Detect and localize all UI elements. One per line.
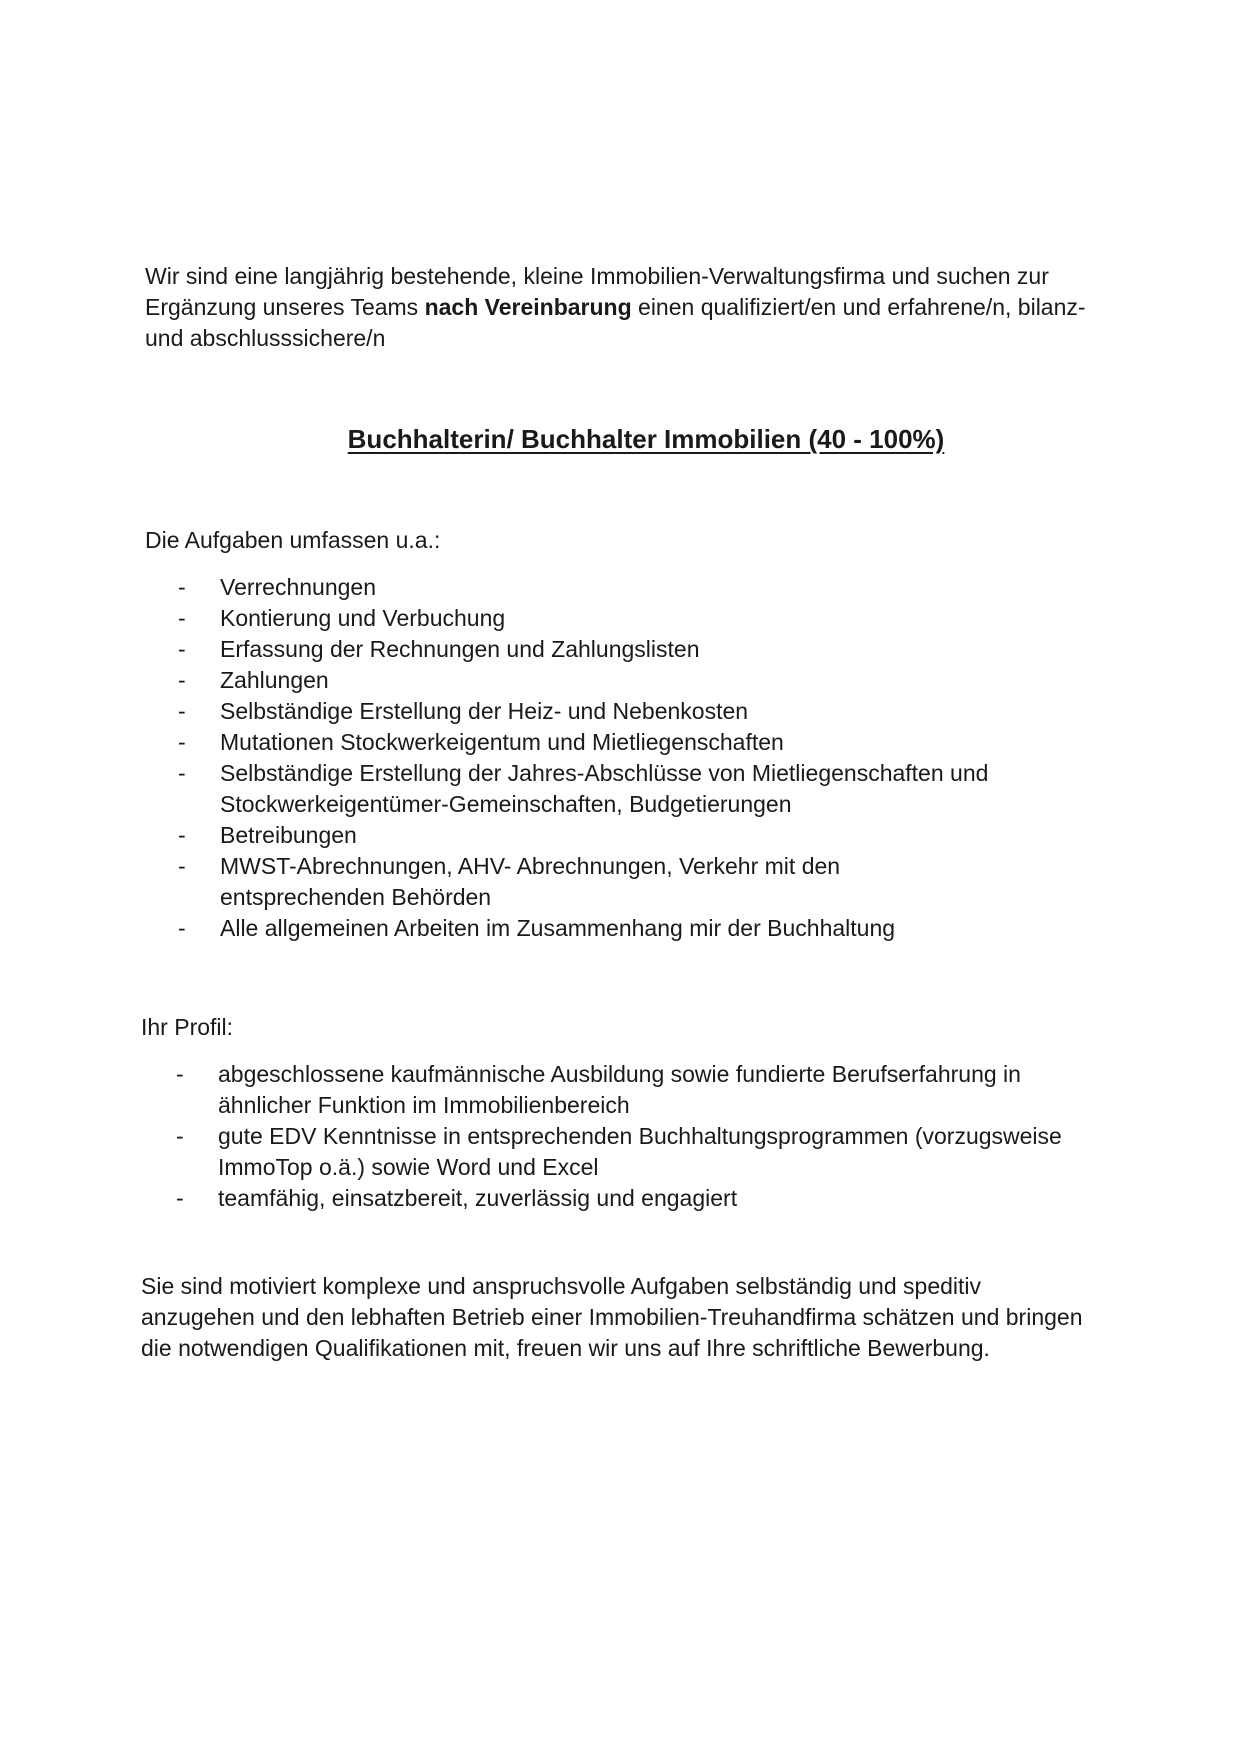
dash-bullet: - bbox=[178, 605, 186, 631]
dash-bullet: - bbox=[178, 853, 186, 879]
list-item bbox=[178, 634, 1083, 665]
dash-bullet: - bbox=[178, 574, 186, 600]
list-item bbox=[178, 696, 1083, 727]
list-item-text: Kontierung und Verbuchung bbox=[220, 605, 506, 631]
list-item-text: Betreibungen bbox=[220, 822, 357, 848]
list-item-text: Mutationen Stockwerkeigentum und Mietliegenschaften bbox=[220, 729, 784, 755]
tasks-list bbox=[178, 572, 1083, 944]
profile-list bbox=[176, 1059, 1086, 1214]
list-item-text: teamfähig, einsatzbereit, zuverlässig und engagiert bbox=[218, 1185, 738, 1211]
tasks-label: Die Aufgaben umfassen u.a.: bbox=[145, 527, 441, 553]
list-item bbox=[178, 603, 1083, 634]
list-item bbox=[178, 727, 1083, 758]
list-item-text: MWST-Abrechnungen, AHV- Abrechnungen, Verkehr mit den entsprechenden Behörden bbox=[220, 853, 841, 910]
dash-bullet: - bbox=[178, 760, 186, 786]
list-item bbox=[176, 1121, 1086, 1183]
list-item bbox=[178, 820, 1083, 851]
dash-bullet: - bbox=[178, 915, 186, 941]
intro-bold-text: nach Vereinbarung bbox=[424, 294, 632, 320]
intro-text-end: einen qualifiziert/en und erfahrene/n, bilanz- und abschlusssichere/n bbox=[145, 294, 1086, 351]
dash-bullet: - bbox=[178, 729, 186, 755]
list-item bbox=[178, 572, 1083, 603]
list-item bbox=[178, 758, 1083, 820]
profile-label: Ihr Profil: bbox=[141, 1014, 234, 1040]
list-item-text: Erfassung der Rechnungen und Zahlungslisten bbox=[220, 636, 700, 662]
list-item bbox=[178, 665, 1083, 696]
dash-bullet: - bbox=[178, 822, 186, 848]
dash-bullet: - bbox=[176, 1185, 184, 1211]
dash-bullet: - bbox=[178, 698, 186, 724]
dash-bullet: - bbox=[178, 667, 186, 693]
list-item bbox=[176, 1183, 1086, 1214]
dash-bullet: - bbox=[176, 1061, 184, 1087]
list-item-text: gute EDV Kenntnisse in entsprechenden Buchhaltungsprogrammen (vorzugsweise ImmoTop o.ä.) sowie Word und Excel bbox=[218, 1123, 1062, 1180]
dash-bullet: - bbox=[176, 1123, 184, 1149]
list-item-text: Verrechnungen bbox=[220, 574, 377, 600]
list-item bbox=[178, 851, 1083, 913]
list-item-text: Selbständige Erstellung der Jahres-Abschlüsse von Mietliegenschaften und Stockwerkeigentümer-Gemeinschaften, Budgetierungen bbox=[220, 760, 989, 817]
intro-text-start: Wir sind eine langjährig bestehende, kleine Immobilien-Verwaltungsfirma und suchen zur Ergänzung unseres Teams bbox=[145, 263, 1049, 320]
list-item-text: Zahlungen bbox=[220, 667, 329, 693]
job-title: Buchhalterin/ Buchhalter Immobilien (40 - 100%) bbox=[347, 424, 945, 454]
closing-paragraph: Sie sind motiviert komplexe und anspruchsvolle Aufgaben selbständig und speditiv anzugehen und den lebhaften Betrieb einer Immobilien-Treuhandfirma schätzen und bringen die notwendigen Qualifikationen mit, freuen wir uns auf Ihre schriftliche Bewerbung. bbox=[141, 1273, 1083, 1361]
dash-bullet: - bbox=[178, 636, 186, 662]
list-item-text: Alle allgemeinen Arbeiten im Zusammenhang mir der Buchhaltung bbox=[220, 915, 896, 941]
list-item bbox=[178, 913, 1083, 944]
intro-paragraph bbox=[145, 261, 1105, 354]
list-item-text: Selbständige Erstellung der Heiz- und Nebenkosten bbox=[220, 698, 749, 724]
list-item bbox=[176, 1059, 1086, 1121]
list-item-text: abgeschlossene kaufmännische Ausbildung sowie fundierte Berufserfahrung in ähnlicher Funktion im Immobilienbereich bbox=[218, 1061, 1021, 1118]
